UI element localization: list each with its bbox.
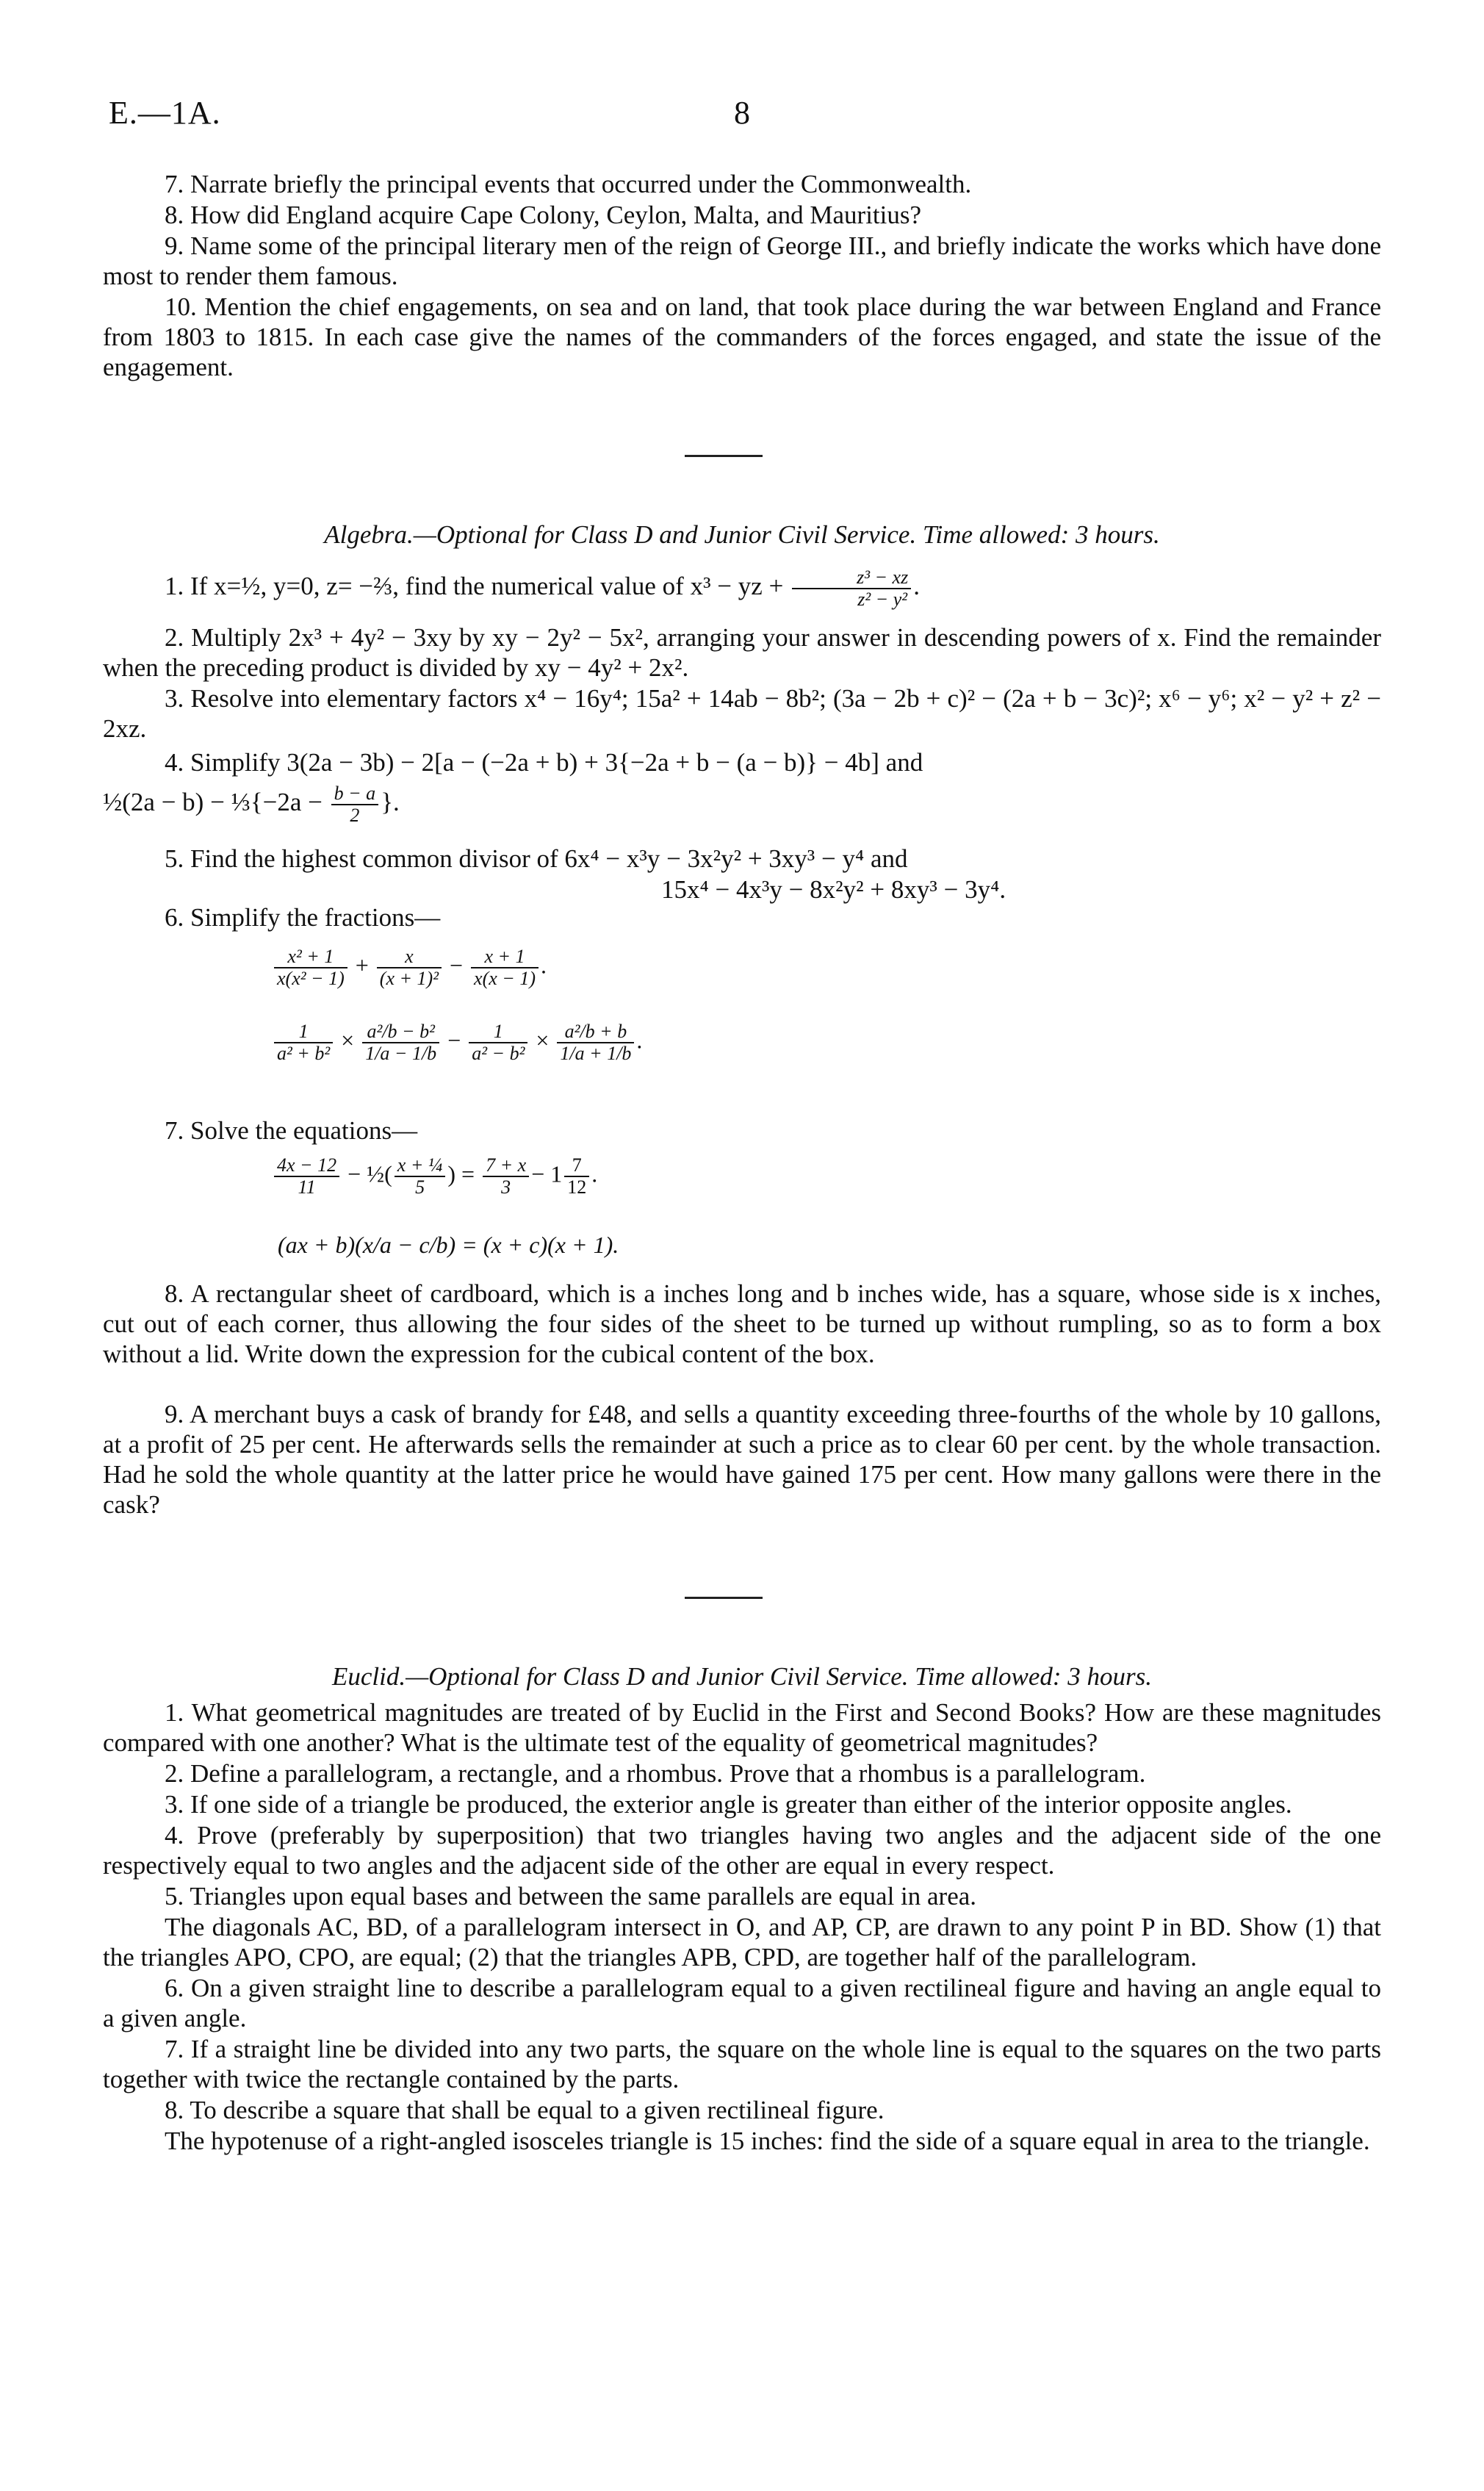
euclid-question-4: 4. Prove (preferably by superposition) that two triangles having two angles and the adjacent side of the one respectively equal to two angles and the adjacent side of the other are equal in every respect. xyxy=(103,1821,1381,1880)
fraction-denominator: 11 xyxy=(298,1176,316,1198)
algebra-question-5 xyxy=(103,844,1381,905)
algebra-heading: Algebra.—Optional for Class D and Junior Civil Service. Time allowed: 3 hours. xyxy=(324,520,1160,549)
fraction-numerator: a²/b − b² xyxy=(362,1021,439,1043)
history-question-7: 7. Narrate briefly the principal events that occurred under the Commonwealth. xyxy=(165,170,972,198)
fraction xyxy=(274,946,347,989)
algebra-q5-line1: 5. Find the highest common divisor of 6x⁴ − x³y − 3x²y² + 3xy³ − y⁴ and xyxy=(165,844,908,873)
algebra-q4-line2: ½(2a − b) − ⅓{−2a − xyxy=(103,788,323,817)
algebra-question-7 xyxy=(103,1115,1381,1146)
algebra-question-1: 1. If x=½, y=0, z= −⅔, find the numerical value of x³ − yz + $\frac{\text{z³ − xz}}{\text{z² − y²}}$ . xyxy=(165,567,920,610)
euclid-question-1: 1. What geometrical magnitudes are treated of by Euclid in the First and Second Books? How are these magnitudes compared with one another? What is the ultimate test of the equality of geometrical magnitudes? xyxy=(103,1698,1381,1757)
algebra-q6-expression-2: $\frac{1}{\text{a² + b²}}$ × $\frac{\text{a²/b − b²}}{1/a - 1/b}$ − $\frac{1}{\text{a² − b²}}$ × $\frac{\text{a²/b + b}}{1/a + 1/b}$ . xyxy=(272,1021,642,1064)
fraction-denominator: 2 xyxy=(350,805,360,826)
fraction-denominator: 5 xyxy=(415,1176,425,1198)
algebra-q8-text: 8. A rectangular sheet of cardboard, which is a inches long and b inches wide, has a square, whose side is x inches, cut out of each corner, thus allowing the four sides of the sheet to be turned up without rumpling, so as to form a box without a lid. Write down the expression for the cubical content of the box. xyxy=(103,1279,1381,1368)
fraction-numerator: x xyxy=(377,946,442,968)
fraction xyxy=(557,1021,634,1064)
document-reference: E.—1A. xyxy=(109,95,221,131)
algebra-q7-text: 7. Solve the equations— xyxy=(165,1116,418,1145)
fraction-numerator: 4x − 12 xyxy=(274,1155,339,1177)
fraction-numerator: b − a xyxy=(331,783,379,805)
page-number: 8 xyxy=(734,95,750,131)
fraction-numerator: 1 xyxy=(274,1021,333,1043)
fraction-denominator: 12 xyxy=(567,1176,587,1198)
fraction xyxy=(377,946,442,989)
fraction xyxy=(564,1155,589,1198)
fraction-numerator: a²/b + b xyxy=(557,1021,634,1043)
euclid-question-5-rider: The diagonals AC, BD, of a parallelogram intersect in O, and AP, CP, are drawn to any point P in BD. Show (1) that the triangles APO, CPO, are equal; (2) that the triangles APB, CPD, are together half of the parallelogram. xyxy=(103,1913,1381,1971)
fraction xyxy=(362,1021,439,1064)
algebra-question-6 xyxy=(103,902,1381,933)
fraction xyxy=(469,1021,527,1064)
fraction-denominator: x(x² − 1) xyxy=(277,968,345,989)
fraction-denominator: 3 xyxy=(501,1176,511,1198)
algebra-q9-text: 9. A merchant buys a cask of brandy for £48, and sells a quantity exceeding three-fourths of the whole by 10 gallons, at a profit of 25 per cent. He afterwards sells the remainder at such a price as to clear 60 per cent. by the whole transaction. Had he sold the whole quantity at the latter price he would have gained 175 per cent. How many gallons were there in the cask? xyxy=(103,1400,1381,1519)
fraction-numerator: x + 1 xyxy=(471,946,539,968)
section-divider xyxy=(685,1597,763,1599)
algebra-question-9 xyxy=(103,1399,1381,1520)
page-header xyxy=(103,94,1381,145)
algebra-q7-equation-1: $\frac{4x - 12}{11}$ − ½( $\frac{\text{x + ¼}}{5}$ ) = $\frac{7 + x}{3}$ − 1 $\frac{7}{12}$ . xyxy=(272,1155,597,1198)
fraction-numerator: 7 xyxy=(564,1155,589,1177)
euclid-question-7: 7. If a straight line be divided into any two parts, the square on the whole line is equal to the squares on the two parts together with twice the rectangle contained by the parts. xyxy=(103,2035,1381,2093)
algebra-q3-text: 3. Resolve into elementary factors x⁴ − 16y⁴; 15a² + 14ab − 8b²; (3a − 2b + c)² − (2a + b − 3c)²; x⁶ − y⁶; x² − y² + z² − 2xz. xyxy=(103,684,1381,743)
history-question-8: 8. How did England acquire Cape Colony, Ceylon, Malta, and Mauritius? xyxy=(165,201,922,229)
algebra-q1-text: 1. If x=½, y=0, z= −⅔, find the numerical value of x³ − yz + xyxy=(165,572,784,601)
euclid-question-3: 3. If one side of a triangle be produced, the exterior angle is greater than either of the interior opposite angles. xyxy=(165,1790,1292,1819)
history-question-9: 9. Name some of the principal literary men of the reign of George III., and briefly indicate the works which have done most to render them famous. xyxy=(103,231,1381,290)
fraction-numerator: x² + 1 xyxy=(274,946,347,968)
history-question-10: 10. Mention the chief engagements, on sea and on land, that took place during the war between England and France from 1803 to 1815. In each case give the names of the commanders of the forces engaged, and state the issue of the engagement. xyxy=(103,292,1381,381)
fraction-numerator: z³ − xz xyxy=(792,567,911,589)
equation-tail: − 1 xyxy=(531,1160,563,1187)
algebra-q5-line2: 15x⁴ − 4x³y − 8x²y² + 8xy³ − 3y⁴. xyxy=(661,875,1006,904)
history-questions xyxy=(103,169,1381,383)
euclid-question-2: 2. Define a parallelogram, a rectangle, and a rhombus. Prove that a rhombus is a parallelogram. xyxy=(165,1759,1146,1788)
algebra-q4-line1: 4. Simplify 3(2a − 3b) − 2[a − (−2a + b) + 3{−2a + b − (a − b)} − 4b] and xyxy=(165,748,923,777)
algebra-q6-text: 6. Simplify the fractions— xyxy=(165,903,441,932)
fraction xyxy=(274,1155,339,1198)
fraction-denominator: a² + b² xyxy=(277,1043,331,1064)
algebra-question-4 xyxy=(103,747,1381,826)
algebra-q4-fraction xyxy=(331,783,379,826)
fraction-denominator: 1/a − 1/b xyxy=(365,1043,437,1064)
fraction-numerator: x + ¼ xyxy=(395,1155,446,1177)
euclid-question-6: 6. On a given straight line to describe a parallelogram equal to a given rectilineal figure and having an angle equal to a given angle. xyxy=(103,1974,1381,2032)
euclid-questions xyxy=(103,1697,1381,2157)
fraction xyxy=(274,1021,333,1064)
fraction xyxy=(483,1155,529,1198)
fraction-denominator: x(x − 1) xyxy=(474,968,536,989)
algebra-q4-close: }. xyxy=(381,788,400,817)
algebra-q6-expression-1: $\frac{\text{x² + 1}}{\text{x(x² − 1)}}$ + $\frac{x}{\text{(x + 1)²}}$ − $\frac{x + 1}{x(x - 1)}$ . xyxy=(272,946,547,989)
fraction-denominator: (x + 1)² xyxy=(379,968,439,989)
algebra-q1-fraction xyxy=(792,567,911,610)
euclid-question-8: 8. To describe a square that shall be equal to a given rectilineal figure. xyxy=(165,2096,885,2124)
fraction-denominator: z² − y² xyxy=(857,589,908,610)
euclid-question-8-rider: The hypotenuse of a right-angled isosceles triangle is 15 inches: find the side of a square equal in area to the triangle. xyxy=(165,2127,1370,2155)
section-divider xyxy=(685,455,763,457)
fraction xyxy=(471,946,539,989)
coefficient: ½ xyxy=(367,1160,385,1187)
algebra-question-8 xyxy=(103,1279,1381,1370)
euclid-question-5: 5. Triangles upon equal bases and between the same parallels are equal in area. xyxy=(165,1882,977,1911)
algebra-q7-equation-2: (ax + b)(x/a − c/b) = (x + c)(x + 1). xyxy=(278,1232,619,1258)
fraction-numerator: 7 + x xyxy=(483,1155,529,1177)
fraction xyxy=(395,1155,446,1198)
algebra-q2-text: 2. Multiply 2x³ + 4y² − 3xy by xy − 2y² − 5x², arranging your answer in descending powers of x. Find the remainder when the preceding product is divided by xy − 4y² + 2x². xyxy=(103,623,1381,682)
euclid-heading: Euclid.—Optional for Class D and Junior Civil Service. Time allowed: 3 hours. xyxy=(331,1662,1153,1691)
fraction-denominator: 1/a + 1/b xyxy=(560,1043,632,1064)
fraction-denominator: a² − b² xyxy=(472,1043,525,1064)
algebra-question-3 xyxy=(103,683,1381,744)
algebra-question-2 xyxy=(103,622,1381,683)
fraction-numerator: 1 xyxy=(469,1021,527,1043)
